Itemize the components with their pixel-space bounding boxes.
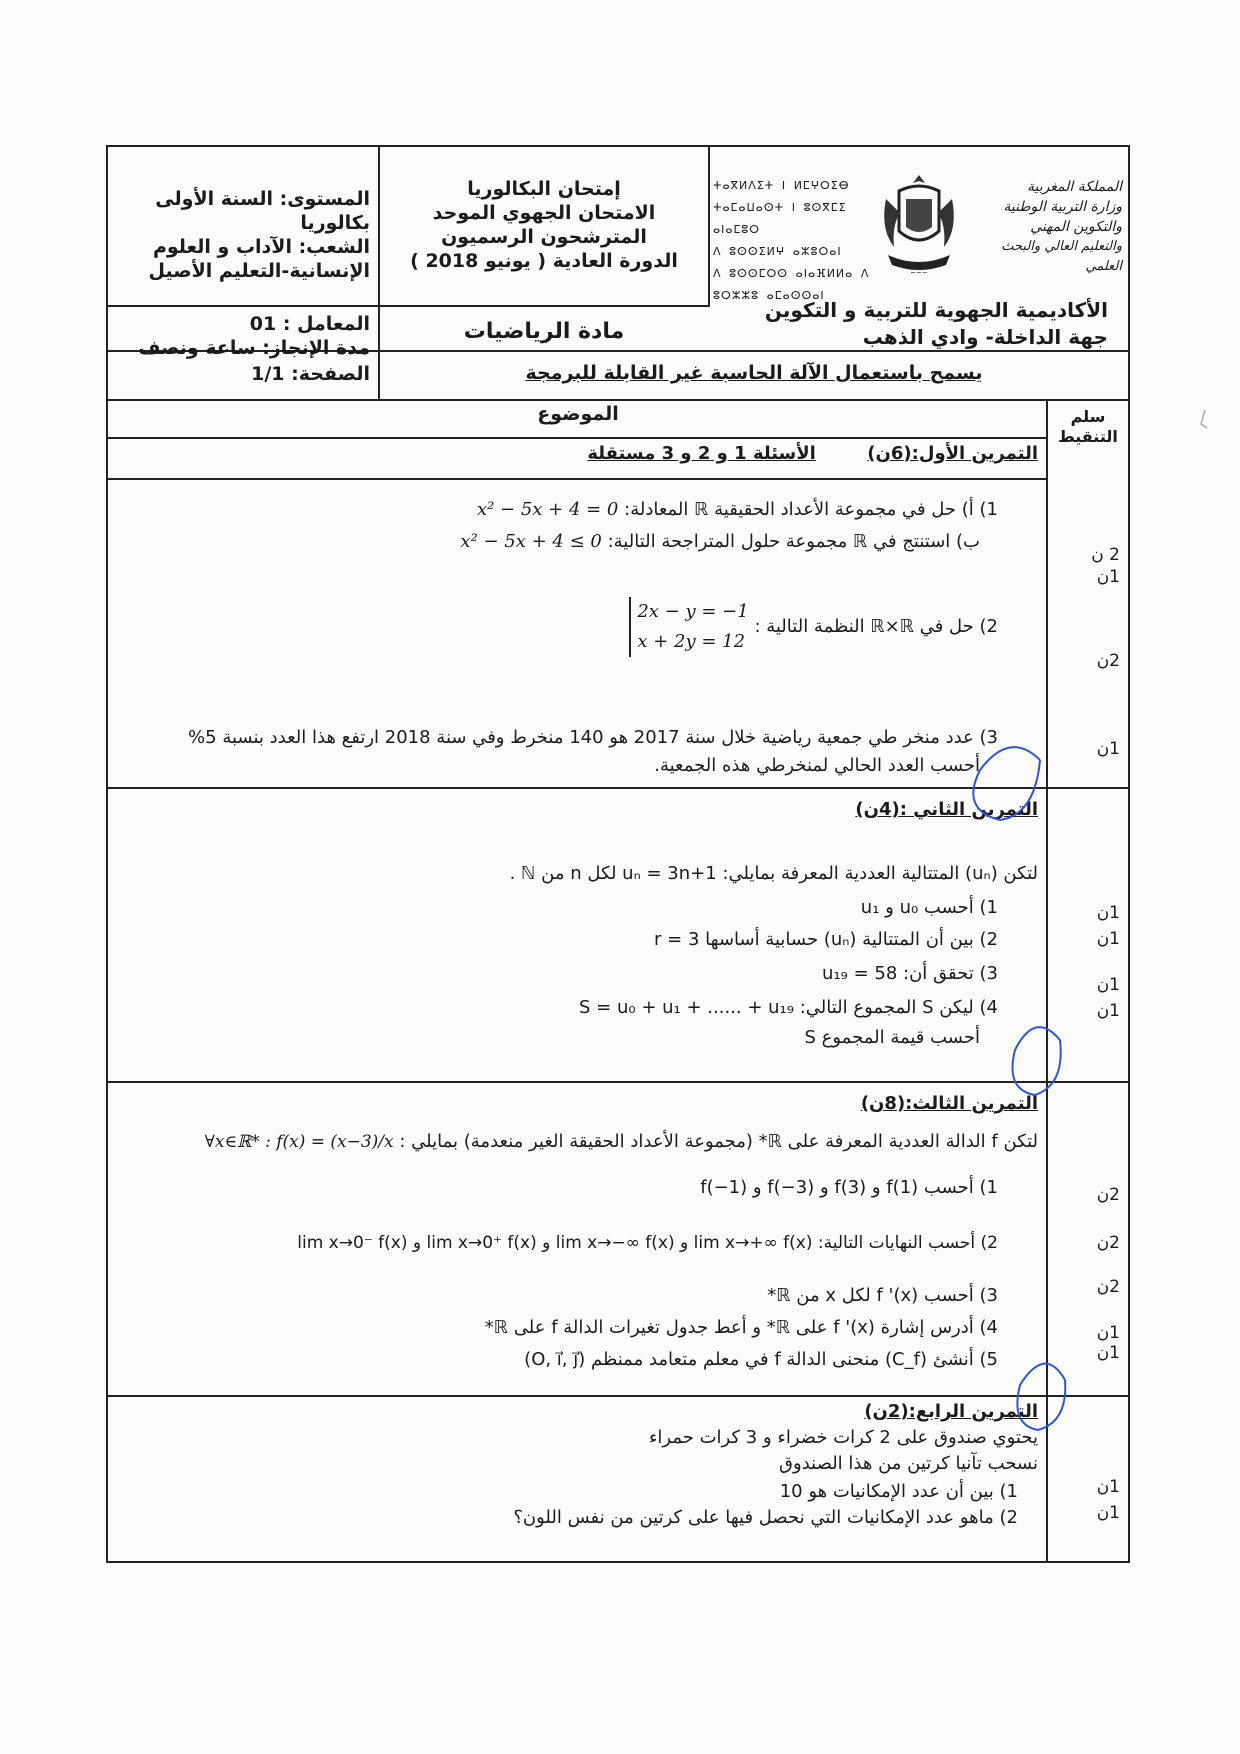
- points-ex1-q1a: 2 ن: [1091, 545, 1120, 565]
- ex4-q1: [780, 1481, 1018, 1502]
- exercise-1-title: التمرين الأول:(6ن): [867, 443, 1038, 464]
- exam-title: إمتحان البكالوريا: [467, 178, 621, 200]
- level-text: المستوى: السنة الأولى بكالوريا: [155, 188, 370, 234]
- ministry-line-1: المملكة المغربية: [1026, 179, 1122, 195]
- question-text: ماهو عدد الإمكانيات التي نحصل فيها على كرتين من نفس اللون؟: [513, 1507, 994, 1528]
- topic-header: الموضوع: [537, 403, 619, 425]
- ex3-q4: [485, 1317, 998, 1338]
- question-number: 3): [979, 727, 998, 748]
- ex4-intro: يحتوي صندوق على 2 كرات خضراء و 3 كرات حمراء: [648, 1427, 1038, 1448]
- calculator-note: يسمح باستعمال الآلة الحاسبة غير القابلة للبرمجة: [525, 362, 983, 384]
- points-ex2-q3: 1ن: [1096, 975, 1120, 995]
- question-text: بين أن عدد الإمكانيات هو 10: [779, 1481, 994, 1502]
- question-text: أدرس إشارة f '(x) على ℝ* و أعط جدول تغيرات الدالة f على ℝ*: [484, 1317, 974, 1338]
- question-text: تحقق أن: u₁₉ = 58: [822, 963, 974, 984]
- coefficient-text: المعامل : 01: [249, 313, 370, 335]
- question-text: أ) حل في مجموعة الأعداد الحقيقية ℝ المعادلة:: [624, 499, 974, 520]
- tifinagh-line-1: ⵜⴰⴳⵍⴷⵉⵜ ⵏ ⵍⵎⵖⵔⵉⴱ: [713, 179, 850, 192]
- tifinagh-line-4: ⴷ ⵓⵙⵙⵎⵔⵙ ⴰⵏⴰⴼⵍⵍⴰ ⴷ ⵓⵔⵣⵣⵓ ⴰⵎⴰⵙⵙⴰⵏ: [713, 267, 870, 302]
- inequality: x² − 5x + 4 ≤ 0: [460, 531, 602, 552]
- candidates: المترشحون الرسميون: [441, 226, 647, 248]
- question-text: أحسب النهايات التالية: lim x→+∞ f(x) و lim x→−∞ f(x) و lim x→0⁺ f(x) و lim x→0⁻ f(x): [297, 1233, 976, 1253]
- region-name: جهة الداخلة- وادي الذهب: [862, 325, 1108, 349]
- question-number: 4): [979, 997, 998, 1018]
- coef-info: [108, 312, 378, 360]
- points-ex1-q3: 1ن: [1096, 739, 1120, 759]
- question-number: 4): [979, 1317, 998, 1338]
- level-info: [108, 187, 378, 283]
- ex4-q2: [513, 1507, 1018, 1528]
- exam-header: [108, 147, 1128, 401]
- points-ex3-q5: 1ن: [1096, 1343, 1120, 1363]
- ex3-q5: [524, 1349, 998, 1370]
- points-ex3-q2: 2ن: [1096, 1233, 1120, 1253]
- points-ex2-q2: 1ن: [1096, 929, 1120, 949]
- page-number: الصفحة: 1/1: [251, 363, 370, 385]
- system-eq-2: x + 2y = 12: [637, 631, 746, 652]
- system: [629, 597, 748, 657]
- question-text: حل في ℝ×ℝ النظمة التالية :: [754, 616, 974, 637]
- question-text: ب) استنتج في ℝ مجموعة حلول المتراجحة التالية:: [607, 531, 980, 552]
- ex1-q3-line2: أحسب العدد الحالي لمنخرطي هذه الجمعية.: [654, 755, 980, 776]
- points-ex4-q1: 1ن: [1096, 1477, 1120, 1497]
- exercise-1-note: الأسئلة 1 و 2 و 3 مستقلة: [587, 443, 816, 464]
- question-number: 2): [999, 1507, 1018, 1528]
- session: الدورة العادية ( يونيو 2018 ): [410, 250, 678, 272]
- ex1-q3: [188, 727, 998, 748]
- function-definition: ∀x∈ℝ* : f(x) = (x−3)/x: [204, 1132, 394, 1152]
- academy-block: [710, 297, 1128, 351]
- question-number: 3): [979, 963, 998, 984]
- question-text: أحسب u₀ و u₁: [860, 897, 974, 918]
- intro-text: لتكن f الدالة العددية المعرفة على ℝ* (مجموعة الأعداد الحقيقة الغير منعدمة) بمايلي :: [399, 1131, 1038, 1152]
- ministry-line-3: والتكوين المهني: [1030, 219, 1122, 235]
- exercise-4-title: التمرين الرابع:(2ن): [864, 1401, 1038, 1422]
- svg-text:~~~: ~~~: [910, 269, 928, 277]
- ministry-line-2: وزارة التربية الوطنية: [1003, 199, 1122, 215]
- ex3-q2: [297, 1233, 998, 1253]
- exercise-3-title: التمرين الثالث:(8ن): [860, 1093, 1038, 1114]
- question-number: 2): [979, 929, 998, 950]
- equation: x² − 5x + 4 = 0: [476, 499, 619, 520]
- points-ex3-q4: 1ن: [1096, 1323, 1120, 1343]
- question-number: 1): [979, 1177, 998, 1198]
- ex3-q1: [700, 1177, 998, 1198]
- ex1-q1b: [460, 531, 980, 552]
- points-ex1-q2: 2ن: [1096, 651, 1120, 671]
- ministry-block: [978, 177, 1128, 277]
- tifinagh-block: [713, 175, 873, 307]
- coat-of-arms-icon: [874, 169, 964, 279]
- points-ex1-q1b: 1ن: [1096, 567, 1120, 587]
- question-text: أنشئ (C_f) منحنى الدالة f في معلم متعامد ممنظم (O, i⃗, j⃗): [524, 1349, 974, 1370]
- system-eq-1: 2x − y = −1: [637, 601, 749, 622]
- ex1-q1a: [477, 499, 998, 520]
- points-ex3-q3: 2ن: [1096, 1277, 1120, 1297]
- points-ex2-q4: 1ن: [1096, 1001, 1120, 1021]
- exam-sheet: [106, 145, 1130, 1563]
- question-number: 2): [980, 1233, 998, 1253]
- tifinagh-line-2: ⵜⴰⵎⴰⵡⴰⵙⵜ ⵏ ⵓⵙⴳⵎⵉ ⴰⵏⴰⵎⵓⵔ: [713, 201, 847, 236]
- branch-text-2: الإنسانية-التعليم الأصيل: [148, 260, 370, 282]
- question-text: أحسب f(1) و f(3) و f(−3) و f(−1): [700, 1177, 974, 1198]
- scale-header: سلم التنقيط: [1058, 407, 1118, 446]
- question-text: بين أن المتتالية (uₙ) حسابية أساسها r = 3: [654, 929, 974, 950]
- ex2-q1: [861, 897, 998, 918]
- question-text: ليكن S المجموع التالي: S = u₀ + u₁ + ...... + u₁₉: [579, 997, 974, 1018]
- exam-type: الامتحان الجهوي الموحد: [432, 202, 656, 224]
- points-ex3-q1: 2ن: [1096, 1185, 1120, 1205]
- subject-title: مادة الرياضيات: [463, 319, 625, 344]
- ex2-q2: [654, 929, 998, 950]
- branch-text-1: الشعب: الآداب و العلوم: [152, 236, 370, 258]
- ex1-q2: [629, 597, 998, 657]
- question-text: أحسب f '(x) لكل x من ℝ*: [767, 1285, 974, 1306]
- question-number: 3): [979, 1285, 998, 1306]
- exam-title-block: [380, 177, 708, 273]
- ex3-intro: [205, 1131, 1038, 1152]
- ex3-q3: [767, 1285, 998, 1306]
- tifinagh-line-3: ⴷ ⵓⵙⵙⵉⵍⵖ ⴰⵣⵓⵔⴰⵏ: [713, 245, 842, 258]
- duration-text: مدة الإنجاز: ساعة ونصف: [138, 337, 370, 359]
- points-ex2-q1: 1ن: [1096, 903, 1120, 923]
- question-number: 1): [999, 1481, 1018, 1502]
- ex2-q4: [579, 997, 998, 1018]
- question-number: 5): [979, 1349, 998, 1370]
- ex2-q3: [822, 963, 998, 984]
- question-number: 2): [979, 616, 998, 637]
- question-number: 1): [979, 897, 998, 918]
- ex2-q4-line2: أحسب قيمة المجموع S: [804, 1027, 980, 1048]
- academy-name: الأكاديمية الجهوية للتربية و التكوين: [764, 298, 1108, 322]
- ex2-intro: لتكن (uₙ) المتتالية العددية المعرفة بمايلي: uₙ = 3n+1 لكل n من ℕ .: [509, 863, 1038, 884]
- exercise-2-title: التمرين الثاني :(4ن): [855, 799, 1038, 820]
- question-text: عدد منخر طي جمعية رياضية خلال سنة 2017 هو 140 منخرط وفي سنة 2018 ارتفع هذا العدد بنسبة 5%: [188, 727, 974, 748]
- ex4-intro-2: نسحب تآنيا كرتين من هذا الصندوق: [779, 1453, 1038, 1474]
- points-ex4-q2: 1ن: [1096, 1503, 1120, 1523]
- question-number: 1): [979, 499, 998, 520]
- ministry-line-4: والتعليم العالي والبحث العلمي: [1001, 239, 1122, 274]
